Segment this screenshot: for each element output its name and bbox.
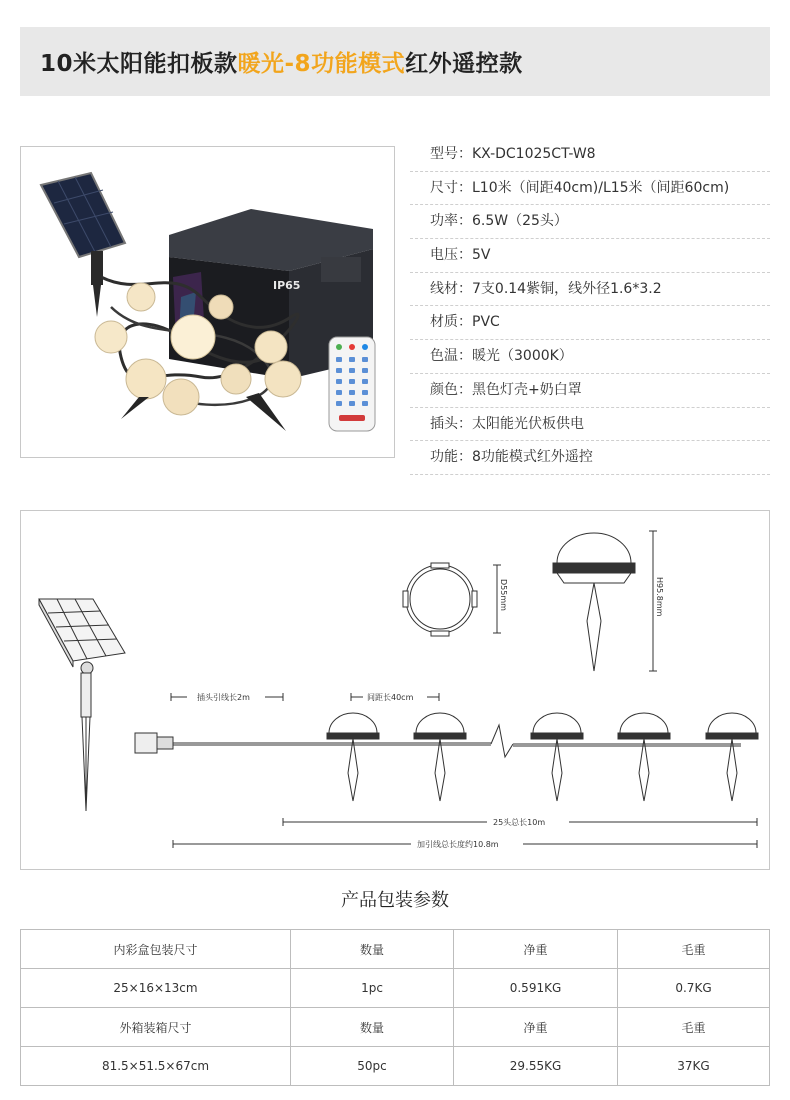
packaging-table (20, 929, 770, 1086)
table-cell: 1pc (291, 969, 454, 1008)
title-suffix-text: 红外遥控款 (405, 51, 523, 77)
table-row (21, 969, 770, 1008)
table-row (21, 930, 770, 969)
table-cell: 0.591KG (454, 969, 618, 1008)
table-cell: 0.7KG (618, 969, 770, 1008)
title-main-text: 10米太阳能扣板款 (40, 51, 238, 77)
table-cell: 29.55KG (454, 1047, 618, 1086)
page-title (40, 45, 523, 78)
spec-material: 材质：PVC (410, 306, 770, 340)
heads-total-label: 25头总长10m (493, 818, 546, 827)
table-cell: 内彩盒包装尺寸 (21, 930, 291, 969)
box-ip-label: IP65 (273, 279, 301, 292)
table-cell: 毛重 (618, 1008, 770, 1047)
spec-plug: 插头：太阳能光伏板供电 (410, 408, 770, 442)
lead-length-label: 插头引线长2m (197, 693, 250, 702)
table-cell: 37KG (618, 1047, 770, 1086)
table-cell: 净重 (454, 930, 618, 969)
dimension-diagram-drawing (21, 511, 769, 869)
spec-color: 颜色：黑色灯壳+奶白罩 (410, 374, 770, 408)
height-label: H95.8mm (655, 577, 664, 617)
packaging-section-title: 产品包装参数 (341, 890, 449, 911)
table-cell: 净重 (454, 1008, 618, 1047)
spec-power: 功率：6.5W（25头） (410, 205, 770, 239)
diameter-label: D55mm (499, 579, 508, 611)
spec-function: 功能：8功能模式红外遥控 (410, 441, 770, 475)
table-cell: 50pc (291, 1047, 454, 1086)
table-row (21, 1008, 770, 1047)
spacing-label: 间距长40cm (367, 693, 414, 702)
table-cell: 数量 (291, 1008, 454, 1047)
spec-list (410, 138, 770, 475)
spec-color-temp: 色温：暖光（3000K） (410, 340, 770, 374)
product-photo (20, 146, 395, 458)
table-cell: 81.5×51.5×67cm (21, 1047, 291, 1086)
table-row (21, 1047, 770, 1086)
spec-model: 型号：KX-DC1025CT-W8 (410, 138, 770, 172)
table-cell: 25×16×13cm (21, 969, 291, 1008)
table-cell: 数量 (291, 930, 454, 969)
product-photo-illustration (21, 147, 394, 457)
table-cell: 毛重 (618, 930, 770, 969)
spec-size: 尺寸：L10米（间距40cm)/L15米（间距60cm) (410, 172, 770, 206)
title-accent-text: 暖光-8功能模式 (237, 51, 406, 77)
table-cell: 外箱装箱尺寸 (21, 1008, 291, 1047)
title-bar (20, 27, 770, 96)
overall-length-label: 加引线总长度约10.8m (417, 840, 499, 849)
dimension-diagram (20, 510, 770, 870)
spec-wire: 线材：7支0.14紫铜，线外径1.6*3.2 (410, 273, 770, 307)
spec-voltage: 电压：5V (410, 239, 770, 273)
